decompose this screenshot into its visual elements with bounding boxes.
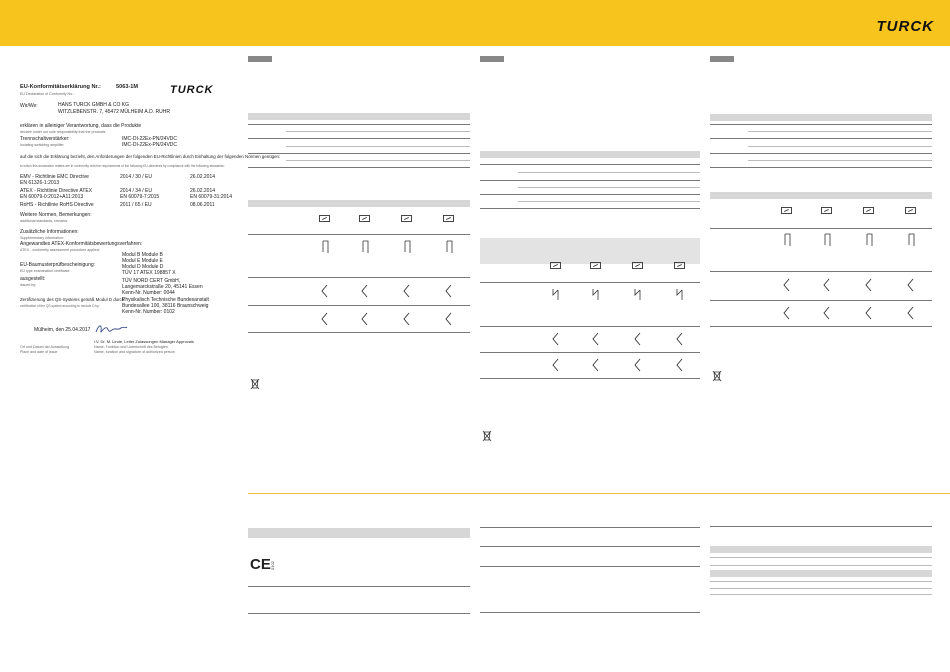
place-label-en: Place and date of issue: [20, 350, 58, 354]
supplementary-label: Zusätzliche Informationen:: [20, 229, 79, 235]
switch-contact-icon: [634, 358, 642, 372]
table-rule: [480, 180, 700, 181]
switch-contact-icon: [552, 287, 560, 301]
row-rule: [248, 277, 470, 278]
table-header-bar: [480, 151, 700, 158]
rohs-date: 08.06.2011: [190, 202, 215, 208]
row-rule: [710, 300, 932, 301]
emv-date: 26.02.2014: [190, 174, 216, 180]
responsibility-en: declare under our sole responsibility that the products: [20, 130, 106, 134]
rohs-label: RoHS - Richtlinie RoHS Directive: [20, 202, 94, 208]
symbol-icon: [443, 215, 454, 222]
bottom-rule: [710, 565, 932, 566]
switch-contact-icon: [634, 287, 642, 301]
emv-directive: 2014 / 30 / EU: [120, 174, 152, 180]
row-rule: [710, 271, 932, 272]
switch-contact-icon: [445, 312, 453, 326]
switch-contact-icon: [907, 306, 915, 320]
bottom-rule: [248, 613, 470, 614]
bottom-rule: [480, 566, 700, 567]
scope-de: auf die sich die Erklärung bezieht, den Anforderungen der folgenden EU-Richtlinien durch Einhaltung der folgenden Normen genügen:: [20, 154, 281, 159]
section-tag: [248, 56, 272, 62]
bottom-rule: [710, 557, 932, 558]
bottom-rule: [710, 581, 932, 582]
product-1: IMC-DI-22Ex-PN/24VDC: [122, 136, 178, 142]
switch-contact-icon: [783, 306, 791, 320]
row-rule: [480, 282, 700, 283]
table-rule: [710, 167, 932, 168]
switch-contact-icon: [592, 358, 600, 372]
section-separator: [248, 493, 950, 494]
switch-contact-icon: [865, 278, 873, 292]
turck-logo-declaration: TURCK: [170, 84, 214, 96]
symbol-icon: [550, 262, 561, 269]
symbol-icon: [863, 207, 874, 214]
supplementary-label-en: Supplementary information:: [20, 236, 64, 240]
switch-contact-icon: [403, 312, 411, 326]
row-rule: [480, 326, 700, 327]
qa-body-address: Bundesallee 100, 38116 Braunschweig: [122, 303, 209, 309]
role-label-en: Name, function and signature of authorized person: [94, 350, 175, 354]
notified-body-name: TÜV NORD CERT GmbH,: [122, 278, 181, 284]
table-rule: [518, 187, 700, 188]
row-rule: [248, 305, 470, 306]
emv-label: EMV - Richtlinie EMC Directive: [20, 174, 89, 180]
switch-contact-icon: [823, 306, 831, 320]
atex-standard-3: EN 60079-31:2014: [190, 194, 232, 200]
responsibility-de: erklären in alleiniger Verantwortung, dass die Produkte: [20, 123, 142, 129]
switch-contact-icon: [552, 358, 560, 372]
switch-contact-icon: [361, 284, 369, 298]
module-2: Modul E Module E: [122, 258, 163, 264]
table-rule: [710, 153, 932, 154]
atex-standard-1: EN 60079-0:2012+A11:2013: [20, 194, 84, 200]
manufacturer-label: Wir/We:: [20, 103, 38, 109]
ce-mark-icon: CE: [250, 556, 271, 573]
exam-certificate-label-en: EU type examination certificate: [20, 269, 70, 273]
qa-certification-label: Zertifizierung des QS-Systems gemäß Modul D durch:: [20, 297, 126, 302]
switch-contact-icon: [445, 240, 453, 254]
row-rule: [480, 378, 700, 379]
table-rule: [518, 201, 700, 202]
table-rule: [286, 160, 470, 161]
declaration-number: 5063-1M: [116, 84, 139, 90]
table-header-bar: [248, 113, 470, 120]
symbol-icon: [590, 262, 601, 269]
switch-contact-icon: [321, 240, 329, 254]
qa-body-name: Physikalisch Technische Bundesanstalt: [122, 297, 209, 303]
issued-by-label-en: issued by:: [20, 283, 37, 287]
diagram-header-bar: [248, 200, 470, 207]
issued-by-label: ausgestellt:: [20, 276, 46, 282]
symbol-icon: [905, 207, 916, 214]
atex-procedure-label-en: ATEX - conformity assessment procedure applied:: [20, 248, 100, 252]
turck-logo: TURCK: [876, 18, 934, 35]
exam-certificate-number: TÜV 17 ATEX 198857 X: [122, 270, 176, 276]
switch-contact-icon: [823, 233, 831, 247]
diagram-header-bar: [480, 238, 700, 264]
bottom-rule: [480, 546, 700, 547]
signature-icon: [94, 322, 128, 336]
switch-contact-icon: [676, 287, 684, 301]
table-rule: [248, 167, 470, 168]
weee-icon: [482, 430, 492, 442]
switch-contact-icon: [361, 240, 369, 254]
notified-body-address: Langemarckstraße 20, 45141 Essen: [122, 284, 203, 290]
table-rule: [480, 208, 700, 209]
declaration-subtitle: EU Declaration of Conformity No.:: [20, 92, 75, 96]
row-rule: [710, 326, 932, 327]
symbol-icon: [674, 262, 685, 269]
role-label-de: Name, Funktion und Unterschrift des Befugten: [94, 345, 168, 349]
symbol-icon: [401, 215, 412, 222]
product-2: IMC-DI-22Ex-PN/24VDC: [122, 142, 178, 148]
table-rule: [710, 124, 932, 125]
atex-standard-2: EN 60079-7:2015: [120, 194, 160, 200]
notes-label: Weitere Normen, Bemerkungen:: [20, 212, 92, 218]
product-label: Trennschaltverstärker:: [20, 136, 70, 142]
table-rule: [748, 160, 932, 161]
switch-contact-icon: [445, 284, 453, 298]
bottom-rule: [710, 588, 932, 589]
table-rule: [248, 138, 470, 139]
bottom-rule: [710, 526, 932, 527]
atex-directive: 2014 / 34 / EU: [120, 188, 152, 194]
switch-contact-icon: [592, 332, 600, 346]
place-label-de: Ort und Datum der Ausstellung: [20, 345, 70, 349]
table-rule: [518, 172, 700, 173]
switch-contact-icon: [634, 332, 642, 346]
bottom-header-bar: [710, 546, 932, 553]
symbol-icon: [319, 215, 330, 222]
symbol-icon: [781, 207, 792, 214]
switch-contact-icon: [907, 233, 915, 247]
switch-contact-icon: [592, 287, 600, 301]
manufacturer-name: HANS TURCK GMBH & CO KG: [58, 102, 130, 108]
switch-contact-icon: [783, 278, 791, 292]
atex-date: 26.02.2014: [190, 188, 216, 194]
notified-body-id: Kenn-Nr. Number: 0044: [122, 290, 175, 296]
bottom-rule: [710, 594, 932, 595]
switch-contact-icon: [321, 312, 329, 326]
atex-procedure-label: Angewandtes ATEX-Konformitätsbewertungsverfahren:: [20, 241, 143, 247]
qa-body-id: Kenn-Nr. Number: 0102: [122, 309, 175, 315]
table-rule: [248, 124, 470, 125]
signer: i.V. Dr. M. Linde, Leiter Zulassungen Manager Approvals: [94, 339, 194, 344]
manufacturer-address: WITZLEBENSTR. 7, 45472 MÜLHEIM A.D. RUHR: [58, 109, 170, 115]
bottom-rule: [248, 586, 470, 587]
row-rule: [248, 332, 470, 333]
symbol-icon: [359, 215, 370, 222]
notes-label-en: additional standards, remarks:: [20, 219, 69, 223]
atex-label: ATEX - Richtlinie Directive ATEX: [20, 188, 93, 194]
switch-contact-icon: [676, 332, 684, 346]
table-rule: [286, 146, 470, 147]
switch-contact-icon: [676, 358, 684, 372]
table-rule: [748, 131, 932, 132]
symbol-icon: [632, 262, 643, 269]
switch-contact-icon: [321, 284, 329, 298]
row-rule: [710, 228, 932, 229]
bottom-header-bar: [710, 570, 932, 577]
ce-number: 0102: [269, 561, 275, 570]
module-1: Modul B Module B: [122, 252, 163, 258]
switch-contact-icon: [552, 332, 560, 346]
table-rule: [286, 131, 470, 132]
switch-contact-icon: [403, 240, 411, 254]
module-3: Modul D Module D: [122, 264, 164, 270]
emv-standard: EN 61326-1:2013: [20, 180, 60, 186]
switch-contact-icon: [403, 284, 411, 298]
switch-contact-icon: [865, 306, 873, 320]
switch-contact-icon: [865, 233, 873, 247]
diagram-header-bar: [710, 192, 932, 199]
table-header-bar: [710, 114, 932, 121]
header-bar: [0, 0, 950, 46]
switch-contact-icon: [361, 312, 369, 326]
place-and-date: Mülheim, den 25.04.2017: [34, 327, 91, 333]
section-tag: [480, 56, 504, 62]
product-label-en: Isolating switching amplifier: [20, 143, 64, 147]
qa-certification-label-en: certification of the QS-system according to module D by:: [20, 304, 100, 308]
symbol-icon: [821, 207, 832, 214]
weee-icon: [250, 378, 260, 390]
table-rule: [710, 138, 932, 139]
table-rule: [248, 153, 470, 154]
exam-certificate-label: EU-Baumusterprüfbescheinigung:: [20, 262, 96, 268]
row-rule: [248, 234, 470, 235]
row-rule: [480, 352, 700, 353]
weee-icon: [712, 370, 722, 382]
bottom-rule: [480, 527, 700, 528]
switch-contact-icon: [823, 278, 831, 292]
bottom-rule: [480, 612, 700, 613]
declaration-title: EU-Konformitätserklärung Nr.:: [20, 84, 101, 90]
section-tag: [710, 56, 734, 62]
table-rule: [480, 194, 700, 195]
scope-en: to which this declaration relates are in conformity with the requirements of the following EU-directives by compliance with the following standards:: [20, 164, 225, 168]
table-rule: [748, 146, 932, 147]
table-rule: [480, 164, 700, 165]
switch-contact-icon: [907, 278, 915, 292]
rohs-directive: 2011 / 65 / EU: [120, 202, 152, 208]
switch-contact-icon: [783, 233, 791, 247]
bottom-header-bar: [248, 528, 470, 538]
